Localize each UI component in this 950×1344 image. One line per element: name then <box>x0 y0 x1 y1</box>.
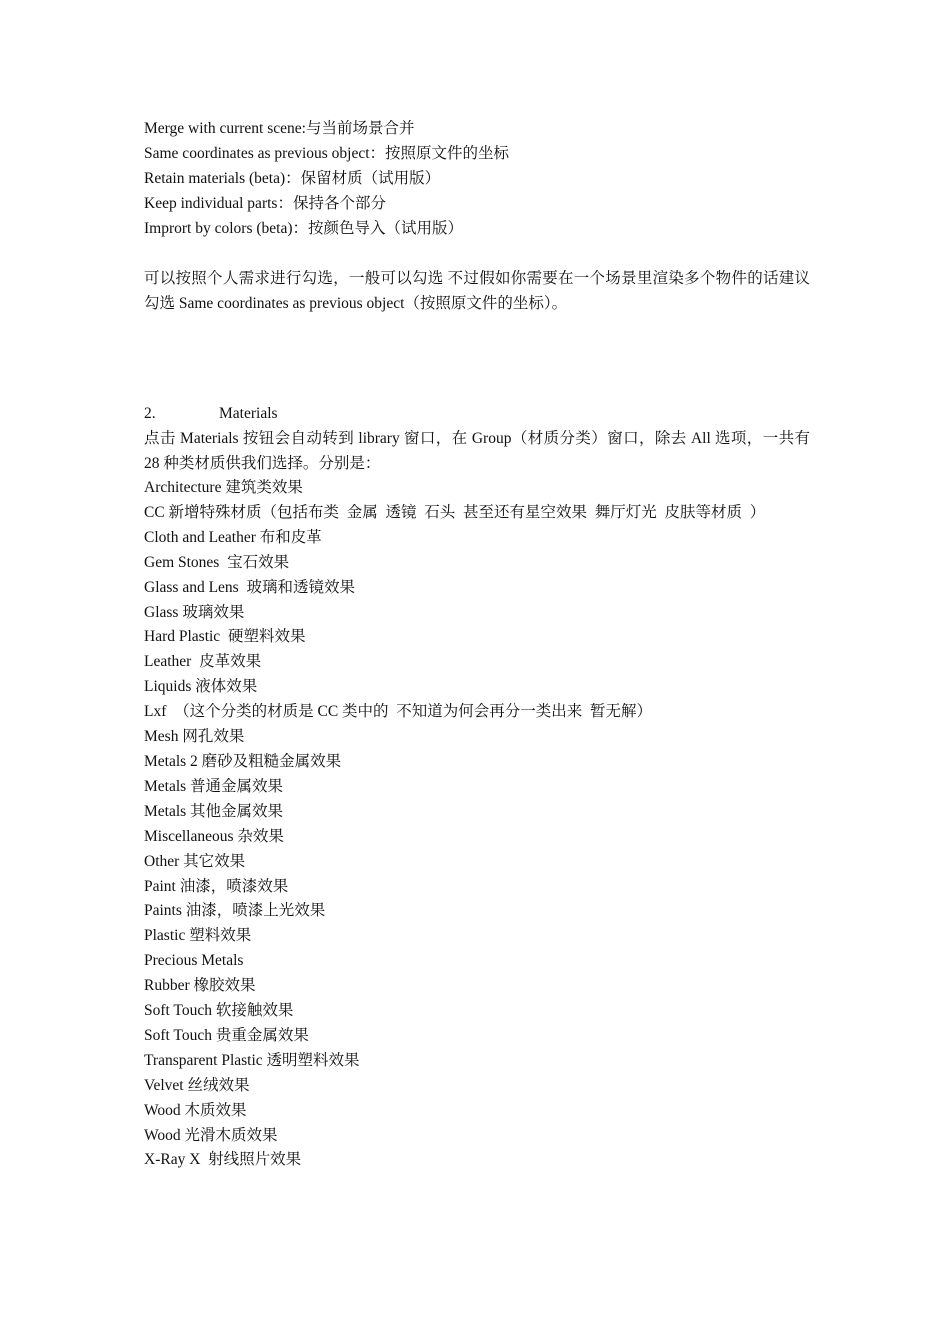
list-item: Architecture 建筑类效果 <box>144 479 303 496</box>
list-item: Wood 光滑木质效果 <box>144 1126 278 1144</box>
document-page <box>144 116 810 1173</box>
list-item: Velvet 丝绒效果 <box>144 1076 250 1094</box>
list-item: Other 其它效果 <box>144 852 246 870</box>
list-item: Paint 油漆，喷漆效果 <box>144 877 289 895</box>
list-item: Wood 木质效果 <box>144 1101 247 1119</box>
section-heading <box>144 401 810 426</box>
option-merge: Merge with current scene:与当前场景合并 <box>144 120 415 137</box>
list-item: Metals 普通金属效果 <box>144 777 284 795</box>
list-item: Soft Touch 贵重金属效果 <box>144 1026 309 1044</box>
list-item: Transparent Plastic 透明塑料效果 <box>144 1051 360 1069</box>
section-title: Materials <box>219 405 278 422</box>
list-item: Rubber 橡胶效果 <box>144 977 256 995</box>
list-item: Glass and Lens 玻璃和透镜效果 <box>144 578 355 596</box>
list-item: Glass 玻璃效果 <box>144 603 245 621</box>
list-item: Gem Stones 宝石效果 <box>144 553 290 571</box>
list-item: Hard Plastic 硬塑料效果 <box>144 628 306 646</box>
list-item: Metals 2 磨砂及粗糙金属效果 <box>144 752 342 770</box>
list-item: Metals 其他金属效果 <box>144 802 284 820</box>
list-item: Soft Touch 软接触效果 <box>144 1002 294 1020</box>
section-intro: 点击 Materials 按钮会自动转到 library 窗口，在 Group（材质分类）窗口，除去 All 选项，一共有 28 种类材质供我们选择。分别是： <box>144 430 810 472</box>
list-item: Leather 皮革效果 <box>144 653 262 671</box>
advice-paragraph: 可以按照个人需求进行勾选，一般可以勾选 不过假如你需要在一个场景里渲染多个物件的话建议勾选 Same coordinates as previous object（按照原文件的坐标）。 <box>144 270 810 312</box>
option-retain-materials: Retain materials (beta)：保留材质（试用版） <box>144 170 441 187</box>
option-import-by-colors: Imprort by colors (beta)：按颜色导入（试用版） <box>144 220 463 237</box>
list-item: Cloth and Leather 布和皮革 <box>144 528 322 546</box>
list-item: Precious Metals <box>144 952 244 970</box>
list-item: Paints 油漆，喷漆上光效果 <box>144 902 326 920</box>
list-item: Plastic 塑料效果 <box>144 927 252 945</box>
list-item: Liquids 液体效果 <box>144 678 258 696</box>
list-item: CC 新增特殊材质（包括布类 金属 透镜 石头 甚至还有星空效果 舞厅灯光 皮肤等材质 ） <box>144 503 766 521</box>
list-item: X-Ray X 射线照片效果 <box>144 1151 302 1169</box>
list-item: Lxf （这个分类的材质是 CC 类中的 不知道为何会再分一类出来 暂无解） <box>144 703 653 721</box>
section-number: 2. <box>144 405 156 422</box>
material-category-list <box>144 476 810 1173</box>
list-item: Mesh 网孔效果 <box>144 728 245 746</box>
option-same-coordinates: Same coordinates as previous object：按照原文件的坐标 <box>144 145 510 162</box>
import-options <box>144 116 810 241</box>
option-keep-parts: Keep individual parts：保持各个部分 <box>144 195 386 212</box>
list-item: Miscellaneous 杂效果 <box>144 827 284 845</box>
